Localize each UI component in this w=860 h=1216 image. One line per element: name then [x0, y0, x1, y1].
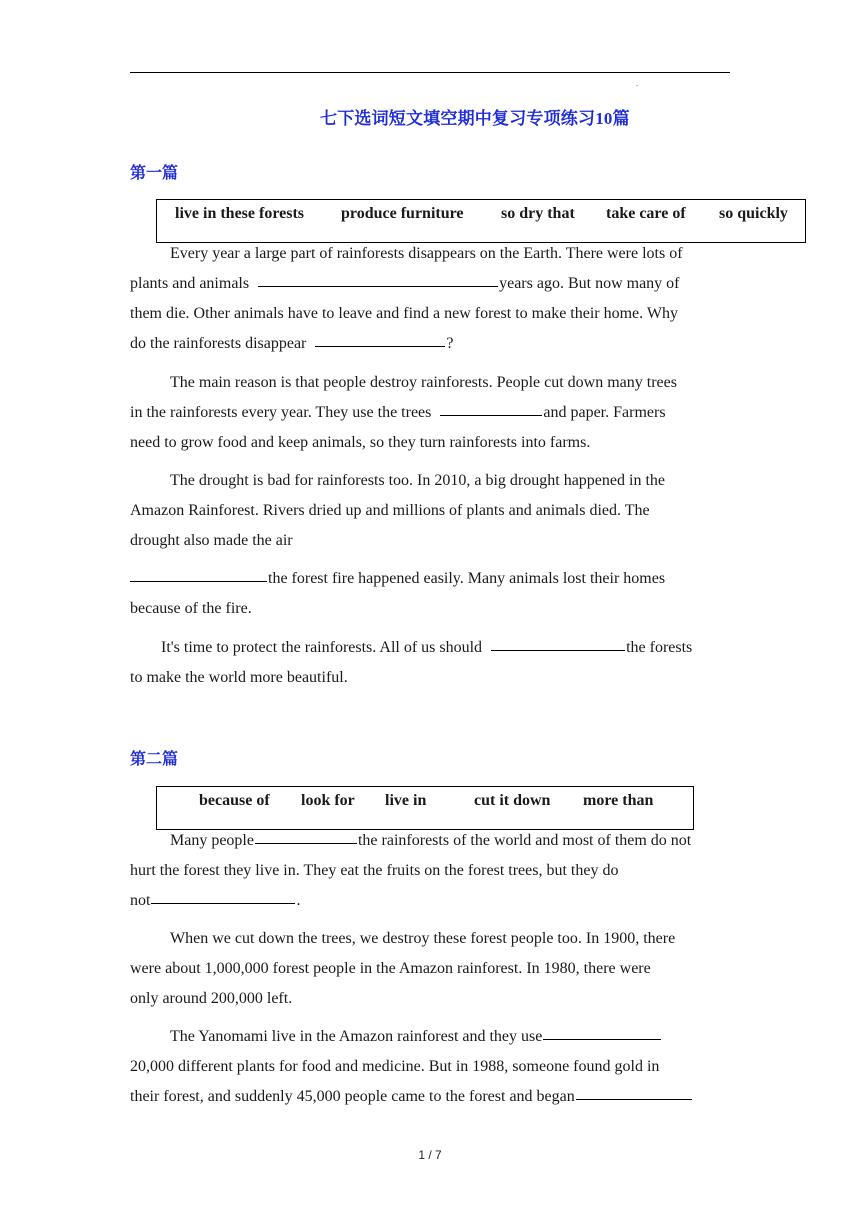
text-line — [130, 269, 730, 299]
text-line — [130, 1022, 730, 1052]
text-line — [130, 826, 730, 856]
answer-blank[interactable] — [315, 328, 445, 347]
text-line — [130, 398, 730, 428]
header-mark: . — [636, 78, 639, 88]
answer-blank[interactable] — [130, 563, 267, 582]
text-line — [130, 886, 730, 916]
word-bank-item: so dry that — [501, 205, 575, 222]
text-line: because of the fire. — [130, 600, 252, 617]
text-line: When we cut down the trees, we destroy these forest people too. In 1900, there — [170, 930, 676, 947]
text-fragment: their forest, and suddenly 45,000 people came to the forest and began — [130, 1088, 575, 1105]
answer-blank[interactable] — [491, 632, 625, 651]
text-line: Amazon Rainforest. Rivers dried up and millions of plants and animals died. The — [130, 502, 650, 519]
text-fragment: and paper. Farmers — [543, 404, 666, 421]
text-line: them die. Other animals have to leave and find a new forest to make their home. Why — [130, 305, 678, 322]
answer-blank[interactable] — [576, 1081, 692, 1100]
section-2-heading: 第二篇 — [130, 751, 179, 768]
text-fragment: years ago. But now many of — [499, 275, 680, 292]
word-bank-item: live in these forests — [175, 205, 305, 222]
text-line: The drought is bad for rainforests too. In 2010, a big drought happened in the — [170, 472, 665, 489]
paragraph — [130, 466, 730, 556]
word-bank-item: look for — [301, 792, 355, 809]
word-bank-item: because of — [199, 792, 270, 809]
word-bank-item: more than — [583, 792, 654, 809]
text-fragment: plants and animals — [130, 275, 250, 292]
text-fragment: The Yanomami live in the Amazon rainforest and they use — [170, 1028, 543, 1045]
text-line — [130, 329, 730, 359]
answer-blank[interactable] — [258, 268, 498, 287]
section-1-heading: 第一篇 — [130, 165, 179, 182]
answer-blank[interactable] — [440, 397, 542, 416]
text-fragment: in the rainforests every year. They use the trees — [130, 404, 432, 421]
header-rule — [130, 72, 730, 73]
paragraph — [130, 564, 730, 624]
text-line: The main reason is that people destroy rainforests. People cut down many trees — [170, 374, 677, 391]
paragraph — [130, 1022, 730, 1112]
text-line: drought also made the air — [130, 532, 293, 549]
text-line: only around 200,000 left. — [130, 990, 293, 1007]
text-fragment: . — [296, 892, 301, 909]
paragraph — [130, 368, 730, 458]
text-line — [130, 564, 730, 594]
document-title: 七下选词短文填空期中复习专项练习10篇 — [320, 109, 630, 128]
text-line: hurt the forest they live in. They eat the fruits on the forest trees, but they do — [130, 862, 619, 879]
text-fragment: the forest fire happened easily. Many animals lost their homes — [268, 570, 666, 587]
text-fragment: It's time to protect the rainforests. All of us should — [161, 639, 483, 656]
text-line: to make the world more beautiful. — [130, 669, 348, 686]
paragraph — [130, 826, 730, 916]
text-line: 20,000 different plants for food and medicine. But in 1988, someone found gold in — [130, 1058, 660, 1075]
text-line — [130, 633, 730, 663]
text-fragment: ? — [446, 335, 454, 352]
text-line: Every year a large part of rainforests disappears on the Earth. There were lots of — [170, 245, 683, 262]
paragraph — [130, 239, 730, 359]
word-bank-item: produce furniture — [341, 205, 464, 222]
word-bank-item: live in — [385, 792, 427, 809]
answer-blank[interactable] — [151, 885, 295, 904]
text-fragment: the rainforests of the world and most of them do not — [357, 832, 692, 849]
text-fragment: do the rainforests disappear — [130, 335, 307, 352]
paragraph — [130, 924, 730, 1014]
answer-blank[interactable] — [255, 825, 357, 844]
text-fragment: the forests — [626, 639, 693, 656]
answer-blank[interactable] — [543, 1021, 661, 1040]
text-line: were about 1,000,000 forest people in the Amazon rainforest. In 1980, there were — [130, 960, 651, 977]
page-indicator: 1 / 7 — [418, 1148, 442, 1162]
word-bank-item: cut it down — [474, 792, 551, 809]
text-fragment: not — [130, 892, 151, 909]
text-fragment: Many people — [170, 832, 254, 849]
word-bank-1 — [156, 199, 806, 243]
word-bank-2 — [156, 786, 694, 830]
paragraph — [130, 633, 730, 693]
word-bank-item: so quickly — [719, 205, 788, 222]
text-line — [130, 1082, 730, 1112]
text-line: need to grow food and keep animals, so they turn rainforests into farms. — [130, 434, 591, 451]
word-bank-item: take care of — [606, 205, 686, 222]
